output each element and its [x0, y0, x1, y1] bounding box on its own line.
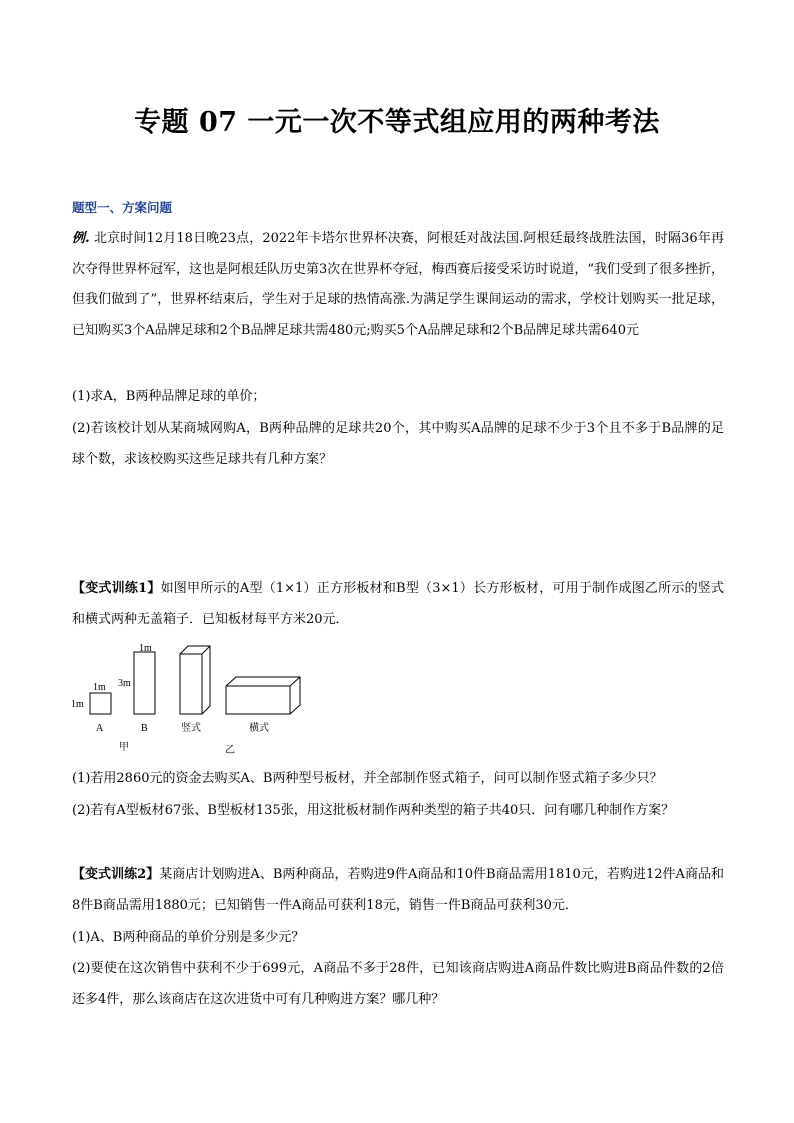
b-side-label: 3m — [118, 678, 131, 689]
training-1-text: 如图甲所示的A型（1×1）正方形板材和B型（3×1）长方形板材，可用于制作成图乙所示的竖式和横式两种无盖箱子．已知板材每平方米20元． — [72, 581, 725, 627]
training-1-problem — [72, 574, 724, 635]
figure-jia-caption: 甲 — [119, 742, 129, 753]
b-top-label: 1m — [139, 643, 152, 654]
example-question-2: (2)若该校计划从某商城网购A，B两种品牌的足球共20个，其中购买A品牌的足球不少于3个且不多于B品牌的足球个数，求该校购买这些足球共有几种方案？ — [72, 421, 724, 467]
box-figure — [68, 640, 328, 758]
example-question-1: (1)求A，B两种品牌足球的单价； — [72, 389, 266, 404]
example-problem — [72, 224, 724, 346]
example-text: 北京时间12月18日晚23点，2022年卡塔尔世界杯决赛，阿根廷对战法国.阿根廷最终战胜法国，时隔36年再次夺得世界杯冠军，这也是阿根廷队历史第3次在世界杯夺冠，梅西赛后接受采访时说道，“我们受到了很多挫折，但我们做到了”，世界杯结束后，学生对于足球的热情高涨.为满足学生课间运动的需求，学校计划购买一批足球，已知购买3个A品牌足球和2个B品牌足球共需480元;购买5个A品牌足球和2个B品牌足球共需640元 — [72, 231, 724, 338]
training-2-text: 某商店计划购进A、B两种商品，若购进9件A商品和10件B商品需用1810元，若购进12件A商品和8件B商品需用1880元；已知销售一件A商品可获利18元，销售一件B商品可获利30元． — [72, 867, 725, 913]
section-heading: 题型一、方案问题 — [72, 200, 173, 215]
training-1-label: 【变式训练1】 — [72, 581, 161, 596]
page-title: 专题 07 一元一次不等式组应用的两种考法 — [134, 107, 660, 138]
a-side-label: 1m — [71, 699, 84, 710]
a-square-shape — [90, 693, 111, 714]
training-2-question-1: (1)A、B两种商品的单价分别是多少元？ — [72, 930, 305, 945]
example-label: 例. — [72, 231, 90, 246]
b-rectangle-shape — [134, 652, 155, 714]
vertical-box-shape — [180, 646, 210, 714]
horizontal-box-label: 横式 — [249, 723, 269, 734]
training-2-question-2: (2)要使在这次销售中获利不少于699元，A商品不多于28件，已知该商店购进A商品件数比购进B商品件数的2倍还多4件，那么该商店在这次进货中可有几种购进方案？哪几种？ — [72, 961, 724, 1007]
horizontal-box-shape — [226, 677, 300, 714]
figure-yi-caption: 乙 — [225, 745, 235, 756]
b-name-label: B — [141, 723, 148, 734]
a-top-label: 1m — [93, 682, 106, 693]
training-2-problem — [72, 860, 724, 921]
vertical-box-label: 竖式 — [181, 723, 201, 734]
a-name-label: A — [96, 723, 104, 734]
training-1-question-2: (2)若有A型板材67张、B型板材135张，用这批板材制作两种类型的箱子共40只．问有哪几种制作方案？ — [72, 803, 675, 818]
training-2-label: 【变式训练2】 — [72, 867, 160, 882]
training-1-question-1: (1)若用2860元的资金去购买A、B两种型号板材，并全部制作竖式箱子，问可以制作竖式箱子多少只？ — [72, 771, 663, 786]
